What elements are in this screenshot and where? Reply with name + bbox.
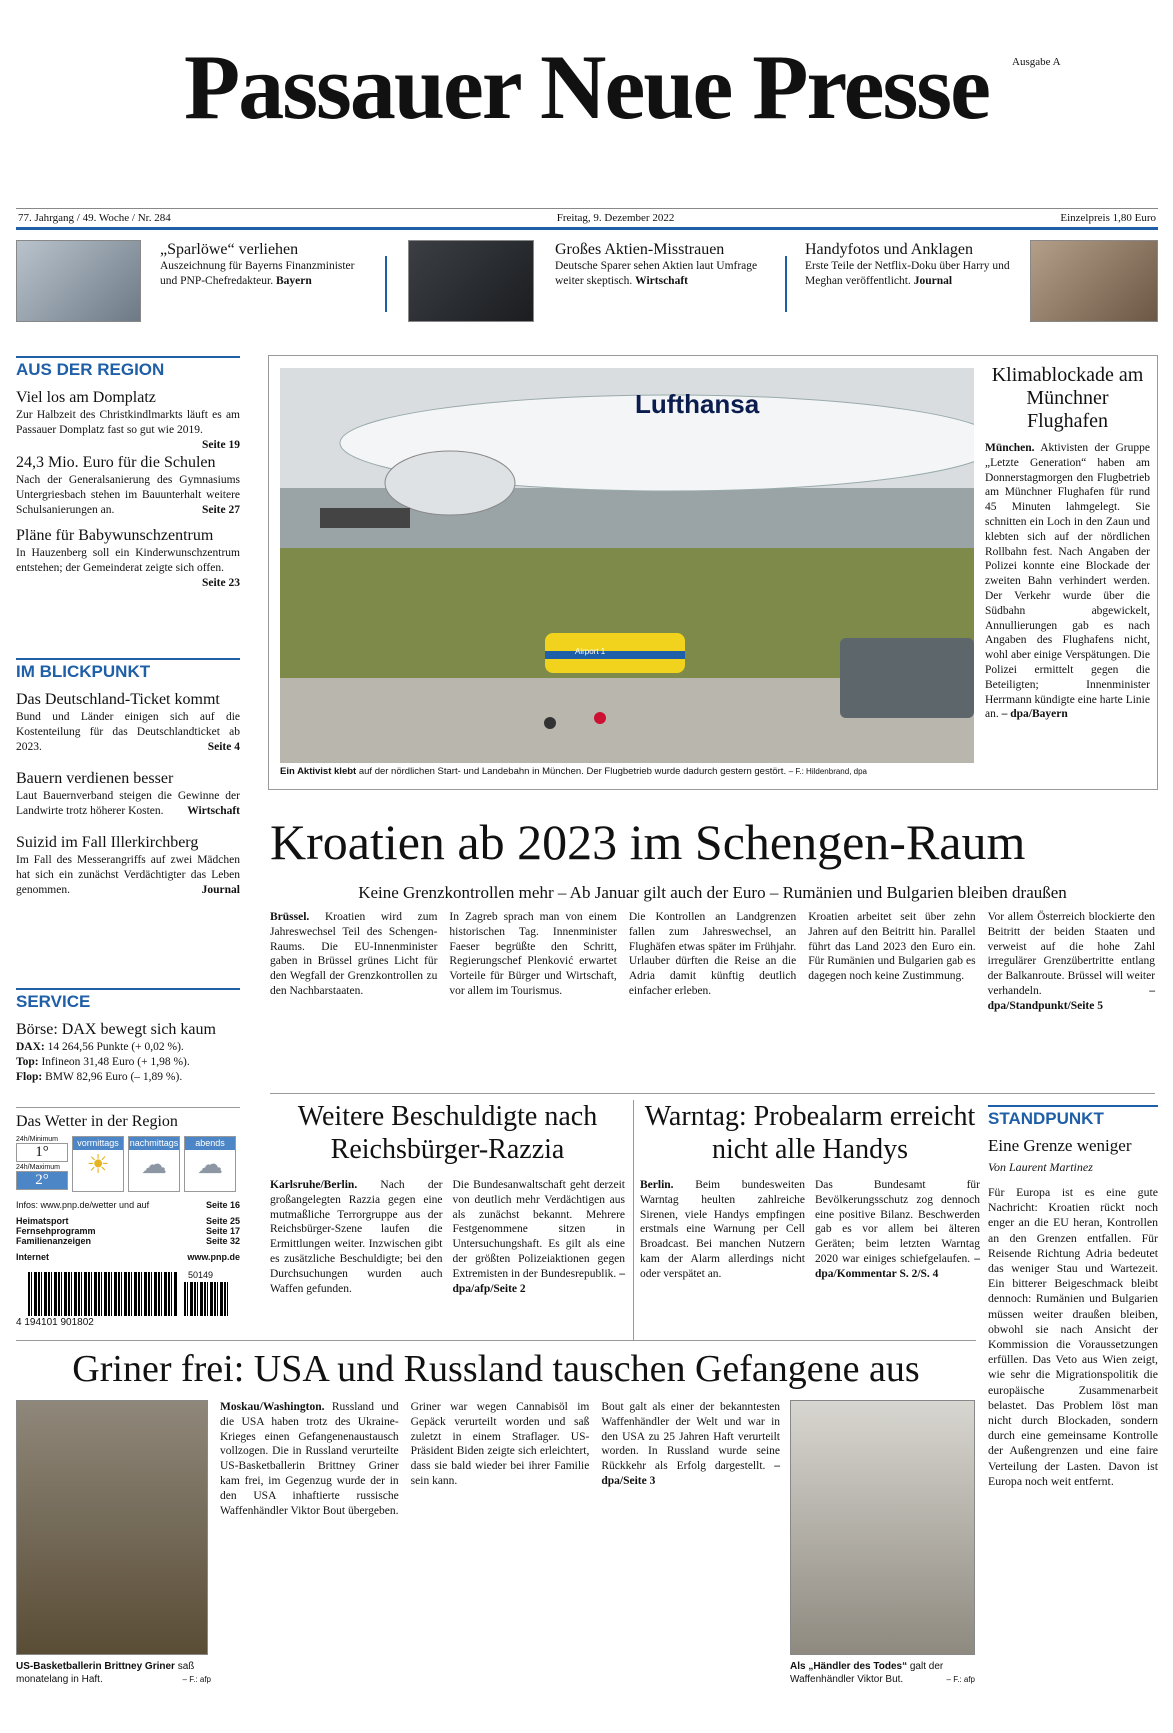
item-body: In Hauzenberg soll ein Kinderwunschzentrum entstehen; der Gemeinderat zeigte sich offen. — [16, 547, 240, 574]
lead-photo-caption: Ein Aktivist klebt auf der nördlichen Start- und Landebahn in München. Der Flugbetrieb wurde dadurch gestern gestört. – F.: Hildenbrand, dpa — [280, 766, 867, 777]
link-row: Familienanzeigen Seite 32 — [16, 1236, 240, 1246]
barcode-number: 4 194101 901802 — [16, 1317, 94, 1328]
min-label: 24h/Minimum — [16, 1136, 59, 1143]
item-title: Das Deutschland-Ticket kommt — [16, 691, 220, 708]
min-temp: 1° — [16, 1143, 68, 1162]
item-body: Laut Bauernverband steigen die Gewinne der Landwirte trotz höherer Kosten. — [16, 790, 240, 817]
quote-label: Top: — [16, 1056, 39, 1068]
edition-label: Ausgabe A — [1012, 56, 1061, 68]
griner-photo-caption: US-Basketballerin Brittney Griner saß monatelang in Haft. – F.: afp — [16, 1661, 211, 1685]
car-text: Airport 1 — [575, 647, 606, 656]
weather-widget — [16, 1136, 240, 1192]
barcode-addon-number: 50149 — [188, 1270, 214, 1280]
link-row: Infos: www.pnp.de/wetter und auf Seite 16 — [16, 1200, 240, 1210]
plane-logo-text: Lufthansa — [635, 389, 760, 419]
barcode-addon — [184, 1282, 228, 1316]
item-ref: Seite 19 — [201, 439, 240, 451]
cloud-icon: ☁ — [197, 1150, 223, 1179]
weather-slot-evening: abends ☁ — [184, 1136, 236, 1192]
but-photo-caption: Als „Händler des Todes“ galt der Waffenhändler Viktor But. – F.: afp — [790, 1661, 975, 1685]
teaser-body: Auszeichnung für Bayerns Finanzminister und PNP-Chefredakteur. — [160, 260, 355, 287]
teaser-section: Journal — [913, 275, 953, 287]
blickpunkt-label: IM BLICKPUNKT — [16, 658, 240, 682]
divider — [270, 1093, 1155, 1094]
side-story-credit: – dpa/Bayern — [1001, 708, 1068, 721]
service-label: SERVICE — [16, 988, 240, 1012]
list-item[interactable] — [16, 833, 240, 898]
dateline: Moskau/Washington. — [220, 1401, 325, 1413]
standpunkt-body: Für Europa ist es eine gute Nachricht: Kroatien rückt noch enger an die EU heran, Kontrollen an den Grenzen entfallen. Für Reisende Richtung Adria bedeutet das weniger Stau und Wartezeit. Ein bitterer Beigeschmack bleibt dennoch: Rumänien und Bulgarien müssen weiter draußen bleiben, obwohl sie nach Ansicht der Kommission die Voraussetzungen erfüllen. Das Veto aus Wien zeigt, wie sehr die Migrationspolitik die europäische Zusammenarbeit belastet. Das Problem löst man nicht durch Blockaden, sondern durch eine gemeinsame Kontrolle der Außengrenzen und eine faire Verteilung der Lasten. Davon ist Europa noch weit entfernt. — [988, 1185, 1158, 1488]
schengen-article: Brüssel. Kroatien wird zum Jahreswechsel Teil des Schengen-Raums. Die EU-Innenminister gaben in Brüssel grünes Licht für den Wegfall der Grenzkontrollen zu den Nachbarstaaten. In Zagreb sprach man von einem historischen Tag. Innenminister Faeser begrüßte den Schritt, Regierungschef Plenković erwartet Vorteile für Bürger und Wirtschaft, vor allem im Tourismus. Die Kontrollen an Landgrenzen fallen zum Jahreswechsel, an Flughäfen etwas später im Frühjahr. Urlauber dürften die Reise an die Adria damit künftig deutlich einfacher erleben. Kroatien arbeitet seit über zehn Jahren auf den Beitritt hin. Parallel führt das Land 2023 den Euro ein. Für Rumänien und Bulgarien gab es dagegen noch keine Zustimmung. Vor allem Österreich blockierte den Beitritt der beiden Staaten und verweist auf die hohe Zahl irregulärer Grenzübertritte entlang der Balkanroute. Brüssel will weiter verhandeln. – dpa/Standpunkt/Seite 5 — [270, 911, 1156, 1012]
quote-value: BMW 82,96 Euro (– 1,89 %). — [45, 1071, 183, 1083]
schengen-headline: Kroatien ab 2023 im Schengen-Raum — [270, 814, 1026, 870]
teaser-title: „Sparlöwe“ verliehen — [160, 241, 299, 258]
issue-date: Freitag, 9. Dezember 2022 — [556, 212, 675, 224]
teaser-section: Wirtschaft — [635, 275, 688, 287]
list-item[interactable] — [16, 388, 240, 451]
weather-slot-morning: vormittags ☀ — [72, 1136, 124, 1192]
region-section — [16, 356, 240, 591]
service-section — [16, 988, 240, 1330]
weather-slot-afternoon: nachmittags ☁ — [128, 1136, 180, 1192]
razzia-headline: Weitere Beschuldigte nach Reichsbürger-Razzia — [297, 1101, 598, 1165]
teaser-divider — [785, 256, 787, 312]
barcode-bars — [28, 1272, 178, 1316]
issue-info: 77. Jahrgang / 49. Woche / Nr. 284 — [18, 212, 171, 224]
issue-price: Einzelpreis 1,80 Euro — [1060, 212, 1156, 224]
link-row[interactable]: Internet www.pnp.de — [16, 1252, 240, 1262]
side-story-title: Klimablockade am Münchner Flughafen — [991, 364, 1144, 432]
quote-value: Infineon 31,48 Euro (+ 1,98 %). — [41, 1056, 190, 1068]
item-ref: Seite 4 — [207, 741, 240, 753]
teaser-title: Handyfotos und Anklagen — [805, 241, 973, 258]
list-item[interactable] — [16, 526, 240, 589]
teaser-photo-harry-meghan — [1030, 240, 1158, 322]
dateline: Berlin. — [640, 1179, 674, 1191]
item-title: Viel los am Domplatz — [16, 389, 156, 406]
max-label: 24h/Maximum — [16, 1164, 60, 1171]
teaser-body: Deutsche Sparer sehen Aktien laut Umfrage weiter skeptisch. — [555, 260, 758, 287]
warntag-article[interactable]: Warntag: Probealarm erreicht nicht alle Handys Berlin. Beim bundesweiten Warntag heulten zahlreiche Sirenen, viele Handys empfingen erstmals eine Warnung per Cell Broadcast. Bei manchen Nutzern kam der Alarm allerdings nicht oder verspätet an. Das Bundesamt für Bevölkerungsschutz zog dennoch eine positive Bilanz. Beschwerden gab es vor allem bei älteren Geräten; beim letzten Warntag 2020 war einiges schiefgelaufen. – dpa/Kommentar S. 2/S. 4 — [640, 1101, 981, 1280]
item-title: Bauern verdienen besser — [16, 770, 174, 787]
item-body: Im Fall des Messerangriffs auf zwei Mädchen hat sich ein zunächst Verdächtigter das Leben genommen. — [16, 854, 240, 896]
quote-row — [16, 1070, 240, 1085]
item-ref: Wirtschaft — [187, 805, 240, 817]
side-story[interactable] — [985, 364, 1150, 722]
griner-headline: Griner frei: USA und Russland tauschen Gefangene aus — [72, 1348, 920, 1390]
weather-temps — [16, 1136, 68, 1192]
teaser-sparloewe[interactable] — [160, 240, 365, 322]
article-credit: – dpa/Standpunkt/Seite 5 — [987, 984, 1156, 1012]
list-item[interactable] — [16, 769, 240, 819]
lead-photo — [280, 368, 974, 763]
teaser-divider — [385, 256, 387, 312]
standpunkt-author: Von Laurent Martinez — [988, 1160, 1093, 1174]
warntag-headline: Warntag: Probealarm erreicht nicht alle Handys — [644, 1101, 976, 1165]
teaser-aktien[interactable] — [555, 240, 765, 322]
airport-photo — [280, 368, 974, 763]
razzia-article[interactable]: Weitere Beschuldigte nach Reichsbürger-Razzia Karlsruhe/Berlin. Nach der großangelegten Razzia gegen eine mutmaßliche Terrorgruppe aus der Reichsbürger-Szene laufen die Ermittlungen weiter. Inzwischen gibt es zusätzliche Beschuldigte; bei den Durchsuchungen wurden auch Waffen gefunden. Die Bundesanwaltschaft geht derzeit von deutlich mehr Verdächtigen aus als zunächst bekannt. Mehrere Festgenommene sitzen in Untersuchungshaft. Es gilt als eine der größten Polizeiaktionen gegen Extremisten in der Bundesrepublik. – dpa/afp/Seite 2 — [270, 1101, 625, 1295]
quote-value: 14 264,56 Punkte (+ 0,02 %). — [47, 1041, 184, 1053]
quote-row — [16, 1040, 240, 1055]
item-body: Nach der Generalsanierung des Gymnasiums Untergriesbach stehen im Bauunterhalt weitere Schulsanierungen an. — [16, 474, 240, 516]
sun-cloud-icon: ☀ — [86, 1150, 110, 1179]
article-credit: – dpa/Kommentar S. 2/S. 4 — [815, 1252, 981, 1280]
boerse-title: Börse: DAX bewegt sich kaum — [16, 1021, 216, 1038]
item-ref: Journal — [201, 884, 240, 896]
quote-label: Flop: — [16, 1071, 43, 1083]
teaser-section: Bayern — [275, 275, 312, 287]
quote-label: DAX: — [16, 1041, 45, 1053]
quote-row — [16, 1055, 240, 1070]
griner-article[interactable]: Moskau/Washington. Russland und die USA haben trotz des Ukraine-Krieges einen Gefangenenaustausch vollzogen. Die in Russland verurteilte US-Basketballerin Brittney Griner kam frei, im Gegenzug wurde der in den USA inhaftierte russische Waffenhändler Viktor Bout übergeben. Griner war wegen Cannabisöl im Gepäck verurteilt worden und saß zuletzt in einem Straflager. US-Präsident Biden zeigte sich erleichtert, dass sie bald wieder bei ihrer Familie sein kann. Bout galt als einer der bekanntesten Waffenhändler der Welt und war in den USA zu 25 Jahren Haft verurteilt worden. In Russland wurde seine Rückkehr als Erfolg dargestellt. – dpa/Seite 3 — [220, 1401, 781, 1517]
item-title: Suizid im Fall Illerkirchberg — [16, 834, 199, 851]
list-item[interactable] — [16, 453, 240, 518]
teaser-photo-stock-chart — [408, 240, 534, 322]
teaser-title: Großes Aktien-Misstrauen — [555, 241, 725, 258]
teaser-body: Erste Teile der Netflix-Doku über Harry und Meghan veröffentlicht. — [805, 260, 1010, 287]
standpunkt-commentary[interactable] — [988, 1105, 1158, 1489]
teaser-photo-sparloewe — [16, 240, 141, 322]
weather-title: Das Wetter in der Region — [16, 1107, 240, 1132]
barcode — [16, 1270, 240, 1330]
item-body: Bund und Länder einigen sich auf die Kostenteilung für das Deutschlandticket ab 2023. — [16, 711, 240, 753]
divider — [633, 1100, 634, 1340]
cloud-icon: ☁ — [141, 1150, 167, 1179]
griner-photo — [16, 1400, 208, 1655]
standpunkt-title: Eine Grenze weniger — [988, 1136, 1132, 1155]
link-row: Fernsehprogramm Seite 17 — [16, 1226, 240, 1236]
article-credit: – dpa/afp/Seite 2 — [452, 1267, 625, 1295]
item-title: Pläne für Babywunschzentrum — [16, 527, 214, 544]
masthead-title: Passauer Neue Presse — [184, 36, 989, 138]
item-ref: Seite 27 — [201, 504, 240, 516]
side-story-body: Aktivisten der Gruppe „Letzte Generation“ haben am Donnerstagmorgen den Flugbetrieb am Münchner Flughafen für rund 45 Minuten lahmgelegt. Sie schnitten ein Loch in den Zaun und klebten sich auf der nördlichen Rollbahn fest. Nach Angaben der Polizei konnte eine Blockade der zweiten Bahn verhindert werden. Der Verkehr wurde über die Südbahn abgewickelt, Annullierungen gab es nach Angaben des Flughafens nicht, wohl aber einige Verspätungen. Die Polizei ermittelt gegen die Beteiligten; Innenminister Herrmann kündigte eine harte Linie an. — [985, 442, 1150, 721]
dateline: Brüssel. — [270, 911, 310, 923]
item-body: Zur Halbzeit des Christkindlmarkts läuft es am Passauer Domplatz fast so gut wie 2019. — [16, 409, 240, 436]
list-item[interactable] — [16, 690, 240, 755]
meta-bar — [16, 208, 1158, 230]
link-row: Heimatsport Seite 25 — [16, 1216, 240, 1226]
item-ref: Seite 23 — [201, 577, 240, 589]
teaser-netflix[interactable] — [805, 240, 1015, 322]
standpunkt-label: STANDPUNKT — [988, 1105, 1158, 1129]
blickpunkt-section — [16, 658, 240, 898]
region-label: AUS DER REGION — [16, 356, 240, 380]
dateline: München. — [985, 442, 1035, 454]
schengen-subtitle: Keine Grenzkontrollen mehr – Ab Januar gilt auch der Euro – Rumänien und Bulgarien bleiben draußen — [358, 883, 1067, 902]
article-credit: – dpa/Seite 3 — [601, 1460, 781, 1487]
divider — [16, 1340, 976, 1341]
max-temp: 2° — [16, 1171, 68, 1190]
item-title: 24,3 Mio. Euro für die Schulen — [16, 454, 216, 471]
dateline: Karlsruhe/Berlin. — [270, 1179, 358, 1191]
but-photo — [790, 1400, 975, 1655]
